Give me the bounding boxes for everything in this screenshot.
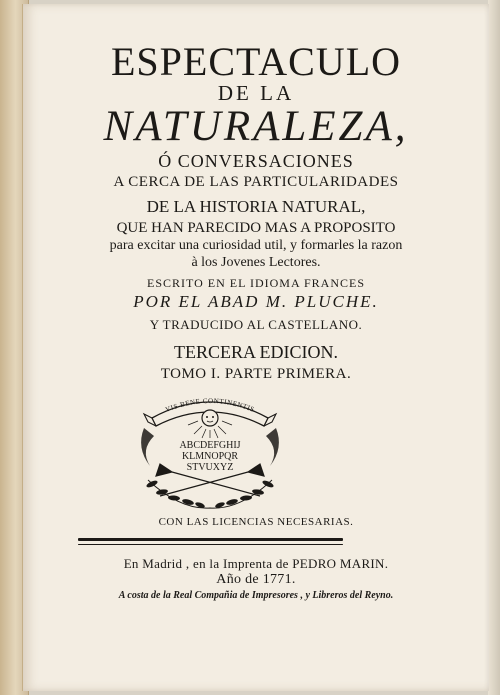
subtitle-line: QUE HAN PARECIDO MAS A PROPOSITO bbox=[116, 220, 396, 236]
imprint-year: Año de 1771. bbox=[216, 572, 296, 587]
printer-vignette bbox=[130, 388, 290, 514]
vignette-motto: VIS BENE CONTINENTIS bbox=[164, 396, 256, 414]
licenses-line: CON LAS LICENCIAS NECESARIAS. bbox=[158, 516, 354, 528]
alphabet-line: STVUXYZ bbox=[186, 462, 234, 473]
right-drapery bbox=[266, 428, 279, 466]
alphabet-line: ABCDEFGHIJ bbox=[179, 440, 241, 451]
edition: TERCERA EDICION. bbox=[174, 342, 338, 362]
subtitle-line: A CERCA DE LAS PARTICULARIDADES bbox=[113, 174, 399, 190]
left-drapery bbox=[141, 428, 154, 466]
volume-part: TOMO I. PARTE PRIMERA. bbox=[160, 366, 352, 382]
laurel-branches-icon bbox=[146, 479, 275, 509]
imprint-costa: A costa de la Real Compañia de Impresores , y Libreros del Reyno. bbox=[118, 590, 394, 601]
alphabet-line: KLMNOPQR bbox=[181, 451, 239, 462]
title-page bbox=[22, 4, 489, 691]
translation-note: Y TRADUCIDO AL CASTELLANO. bbox=[149, 317, 363, 332]
subtitle-line: DE LA HISTORIA NATURAL, bbox=[146, 197, 366, 216]
subtitle-line: Ó CONVERSACIONES bbox=[158, 151, 354, 171]
main-title: ESPECTACULO bbox=[110, 39, 402, 84]
subtitle-line: para excitar una curiosidad util, y formarles la razon bbox=[109, 238, 403, 253]
main-title-italic: NATURALEZA, bbox=[103, 103, 409, 150]
author-intro: ESCRITO EN EL IDIOMA FRANCES bbox=[146, 276, 365, 290]
subtitle-line: à los Jovenes Lectores. bbox=[191, 255, 321, 270]
page-edge bbox=[488, 0, 500, 695]
imprint-place: En Madrid , en la Imprenta de PEDRO MARIN. bbox=[123, 556, 389, 571]
double-rule-thick bbox=[78, 538, 343, 541]
title-connector: DE LA bbox=[217, 81, 295, 105]
author-name: POR EL ABAD M. PLUCHE. bbox=[133, 292, 379, 311]
sun-face-icon bbox=[188, 410, 232, 438]
double-rule-thin bbox=[78, 544, 343, 545]
